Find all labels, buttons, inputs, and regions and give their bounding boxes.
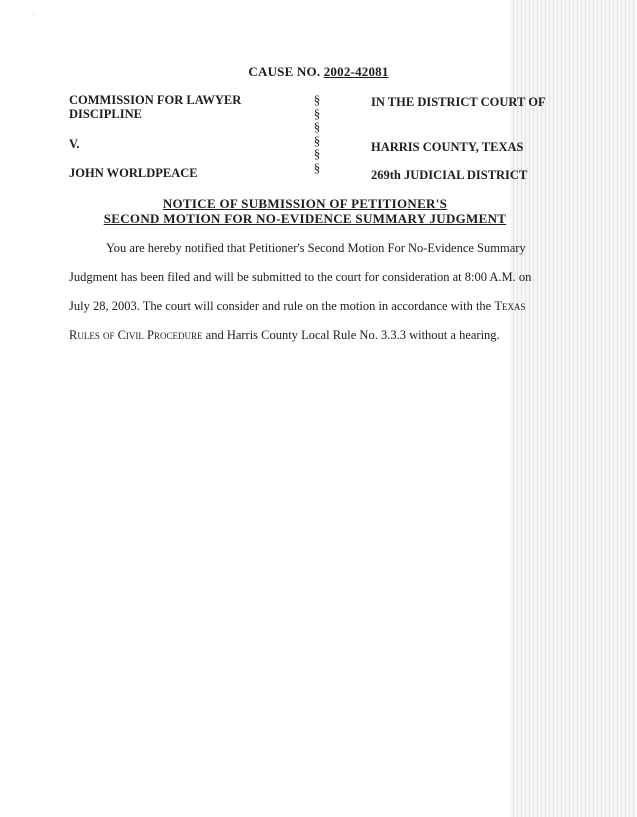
caption-versus: V.: [69, 137, 80, 151]
body-line-2: Judgment has been filed and will be submitted to the court for consideration at 8:00 A.M. on: [69, 270, 532, 284]
caption-county: HARRIS COUNTY, TEXAS: [371, 140, 524, 154]
section-symbol: §: [313, 132, 321, 148]
section-symbol: §: [313, 119, 321, 134]
caption-party1: [69, 93, 241, 121]
body-line-1: You are hereby notified that Petitioner's Second Motion For No-Evidence Summary: [106, 241, 526, 255]
cause-label: CAUSE NO.: [248, 64, 321, 79]
body-line-4: [69, 328, 544, 342]
section-symbol-column: [312, 93, 322, 174]
section-symbol: §: [313, 159, 321, 175]
section-symbol: §: [313, 146, 321, 161]
notice-title-line1: NOTICE OF SUBMISSION OF PETITIONER'S: [162, 196, 448, 211]
cause-number: 2002-42081: [323, 64, 389, 79]
caption-district: 269th JUDICIAL DISTRICT: [371, 168, 528, 182]
body-line-3-text: July 28, 2003. The court will consider and rule on the motion in accordance with the: [69, 299, 492, 313]
body-line-3: [69, 299, 544, 313]
scan-speck: ·: [33, 13, 35, 19]
rules-smallcaps: Rules of Civil Procedure: [69, 328, 203, 342]
cause-number-heading: [0, 64, 637, 80]
section-symbol: §: [313, 105, 321, 121]
notice-title-line2: SECOND MOTION FOR NO-EVIDENCE SUMMARY JUDGMENT: [103, 211, 507, 226]
caption-court: IN THE DISTRICT COURT OF: [371, 95, 546, 109]
party1-line2: DISCIPLINE: [69, 107, 142, 121]
body-line-4-text: and Harris County Local Rule No. 3.3.3 without a hearing.: [205, 328, 500, 342]
section-symbol: §: [313, 92, 321, 107]
texas-smallcaps: Texas: [494, 299, 526, 313]
party1-line1: COMMISSION FOR LAWYER: [69, 93, 242, 107]
caption-party2: JOHN WORLDPEACE: [69, 166, 198, 180]
